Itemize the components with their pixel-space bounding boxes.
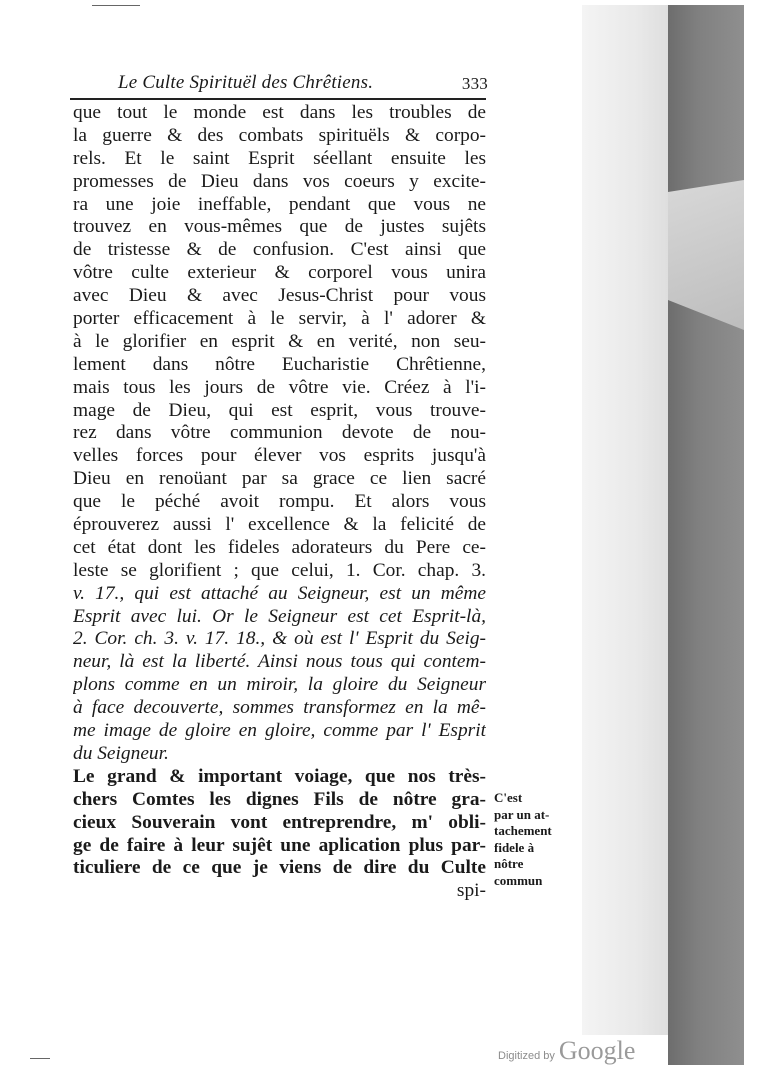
running-title: Le Culte Spirituël des Chrêtiens. bbox=[118, 72, 374, 93]
text-line-italic: plons comme en un miroir, la gloire du Seigneur bbox=[73, 674, 486, 696]
text-line: mage de Dieu, qui est esprit, vous trouve- bbox=[73, 399, 486, 421]
text-line: velles forces pour élever vos esprits jusqu'à bbox=[73, 445, 486, 467]
text-line: éprouverez aussi l' excellence & la felicité de bbox=[73, 514, 486, 536]
marginal-line: C'est bbox=[494, 790, 523, 805]
text-line: porter efficacement à le servir, à l' adorer & bbox=[73, 308, 486, 330]
text-line: vôtre culte exterieur & corporel vous unira bbox=[73, 262, 486, 284]
page-number: 333 bbox=[461, 74, 488, 93]
text-line: promesses de Dieu dans vos coeurs y excite- bbox=[73, 170, 486, 192]
text-line: rez dans vôtre communion devote de nou- bbox=[73, 422, 486, 444]
catchword: spi- bbox=[456, 880, 486, 902]
text-line: leste se glorifient ; que celui, 1. Cor. chap. 3. bbox=[73, 559, 486, 581]
text-line-italic: me image de gloire en gloire, comme par l' Esprit bbox=[73, 720, 486, 742]
marginal-line: par un at- bbox=[494, 806, 550, 822]
marginal-line: fidele à bbox=[494, 839, 535, 855]
text-line: trouvez en vous-mêmes que de justes sujêts bbox=[73, 216, 486, 238]
text-line: de tristesse & de confusion. C'est ainsi que bbox=[73, 239, 486, 261]
digitized-watermark bbox=[498, 1036, 635, 1066]
google-logo: Google bbox=[558, 1036, 636, 1065]
text-line-bold: cieux Souverain vont entreprendre, m' obli- bbox=[73, 811, 486, 833]
scan-mark bbox=[92, 5, 140, 6]
watermark-prefix: Digitized by bbox=[498, 1050, 555, 1062]
text-line: ra une joie ineffable, pendant que vous ne bbox=[73, 193, 486, 215]
text-line-bold: ticuliere de ce que je viens de dire du Culte bbox=[73, 857, 486, 879]
text-line-bold: Le grand & important voiage, que nos très- bbox=[73, 765, 486, 787]
text-line-bold: chers Comtes les dignes Fils de nôtre gra- bbox=[73, 788, 486, 810]
text-line-italic: v. 17., qui est attaché au Seigneur, est un même bbox=[73, 582, 486, 604]
text-line: lement dans nôtre Eucharistie Chrêtienne, bbox=[73, 353, 486, 375]
text-line: la guerre & des combats spirituëls & corpo- bbox=[73, 124, 486, 146]
scan-mark bbox=[30, 1058, 50, 1059]
text-line: avec Dieu & avec Jesus-Christ pour vous bbox=[73, 285, 486, 307]
page-edge-shadow bbox=[582, 5, 674, 1035]
main-text bbox=[73, 102, 486, 903]
marginal-line: tachement bbox=[494, 823, 552, 838]
text-line-italic: du Seigneur. bbox=[73, 742, 169, 764]
text-line: rels. Et le saint Esprit séellant ensuite les bbox=[73, 147, 486, 169]
text-line-italic: à face decouverte, sommes transformez en la mê- bbox=[73, 697, 486, 719]
text-line-italic: Esprit avec lui. Or le Seigneur est cet Esprit-là, bbox=[73, 605, 486, 627]
text-line: à le glorifier en esprit & en verité, non seu- bbox=[73, 330, 486, 352]
header-rule bbox=[70, 98, 486, 100]
text-line-italic: 2. Cor. ch. 3. v. 17. 18., & où est l' Esprit du Seig- bbox=[73, 628, 486, 650]
text-line-italic: neur, là est la liberté. Ainsi nous tous qui contem- bbox=[73, 651, 486, 673]
text-line: que tout le monde est dans les troubles de bbox=[73, 102, 486, 123]
running-header bbox=[118, 70, 488, 94]
marginal-note bbox=[494, 790, 584, 889]
text-line: Dieu en renoüant par sa grace ce lien sacré bbox=[73, 468, 486, 490]
text-line-bold: ge de faire à leur sujêt une aplication plus par- bbox=[73, 834, 486, 856]
marginal-line: commun bbox=[494, 872, 543, 888]
text-line: que le péché avoit rompu. Et alors vous bbox=[73, 491, 486, 513]
scan-background bbox=[668, 5, 744, 1065]
marginal-line: nôtre bbox=[494, 856, 524, 871]
text-line: cet état dont les fideles adorateurs du Pere ce- bbox=[73, 536, 486, 558]
text-line: mais tous les jours de vôtre vie. Créez à l'i- bbox=[73, 376, 486, 398]
